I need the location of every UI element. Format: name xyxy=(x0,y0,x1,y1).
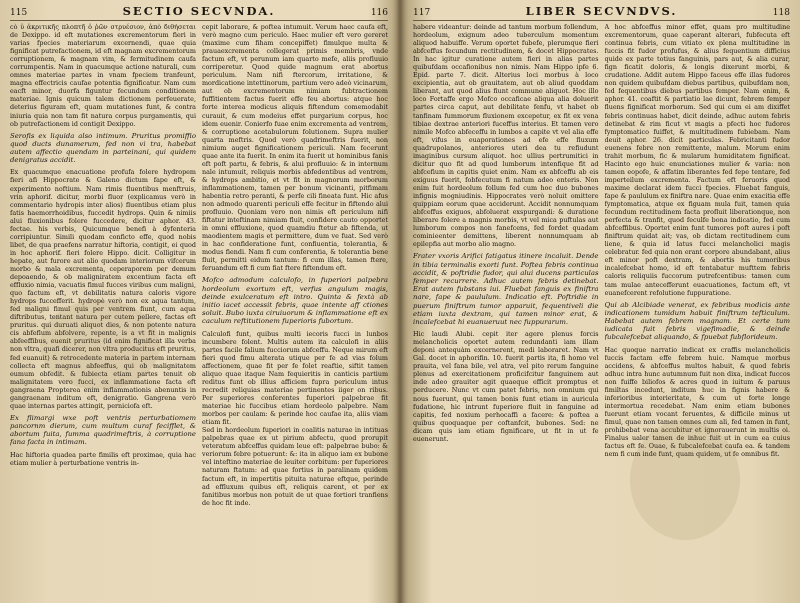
case-heading: Qui ab Alcibiade venerat, ex febribus modicis ante indicationem tumidum habuit finiftrum tefticulum. Habebat autem febrem magnam. Et certe tum iudicata fuit febris vigefimadie, & deinde fubcalefcebat aliquando, & fpuebat fubflorideum. xyxy=(604,300,790,342)
paragraph: cò ὑ ἀκριτικῆς πλοπτῆ ὀ ῥῶν στρυέσιον, ἀπὸ διθήσεται de Dexippo. id eft mutationes excrementorum fieri in varias fpecies materiarum excernendi, quae quia fignificat putrefactionem, id eft magnam excrementorum corruptionem, & magnam vim, & fermitudinem caufa corrumpentis. Nam in quacumque actione naturali, cum omnes materiae partes in vnam fpeciem tranfeunt, magna effectricis caufae potentia fignificatur. Nam cum eacft minor, duorfa figuntur fecundum conditionem materiae. Ignis quicum talem dictionem perfeuerate, deterius figuram eft, quam mutationes funt, & contra iniuria quia non tam fit natura corpus purgamentis, qui ob putrefactionem id contigit Dexippo. xyxy=(10,23,196,128)
paragraph: A hoc abfceffus minor effet, quam pro multitudine excrementorum, quae caperant alterari, fubfecuta eft continua febris, cum vitiato ex plena multitudine in fuccis fit fudor profufus, & alius fequentium difficius quide ex parte totius fanguinis, pars aut, & alia curar, fign ficatit doloris, & longis dixerunt morbi, & crudatione. Addit autem Hippo faceus effe illas fudores non quidem quibufdam diebus partibus, quibufdam non, fed fequentibus diebus partibus femper. Nam enim, & aphor. 41. coaftit & partiatio lae dicunt, febrem femper fluens fignificat morborum. Sed qui cum ei am dixiffet febris continuas habet, dicit deinde, adhuc autem febris detinebat & rim ficut vt magis a pfecti hoc fudores fymptomatico fuiffet, & multitudinem fubiebam. Nam deuit aphor. 26. dicit particulas. Febricitanti fudor euenens febre non remittente, malum. Morum enim trahit morbum, fic & mularum humiditatem fignificat. Hacinto ego huic enunciationes mulier & varia: non tamen eopofe, & affatim liberantes fed fepe tentare, fed imperteilum excrementa. Factum eft feruoris quod maxime declarat idem fucci fpecies. Fluebat fanguis, fape & paululum ex finiftra nare. Quae enim exacitia effe fymptomatica, atque ex figuam mula fuit, tamen quia fecundum rectitudinem facta profluit liberationque, non perfecta & tranfit, quod feculfe bona indicatio, fed cum abfceffibus. Oportet enim funt tumores poft aures i poft finiftrum quidat ait; vas, ob dictam rectitudinem cum liene, & quia id latus fucci melancholici magis celebratur. fed quia non erant corpore abundabant, alius eft minor poft dextram, & abortis his tumoribus incalefcebat homo, id eft tentabatur mufttem febris caloris reliquiis fuccorum putrefcentibus: tamen cum tam mulae antecefferunt euacuationes, factum eft, vt euanefcerent refolutione fuppuratione. xyxy=(604,23,790,297)
right-head-title: LIBER SECVNDVS. xyxy=(525,4,678,18)
paragraph: Ex quacumque enacuatione profufa folere hydropem fieri afi Hippocrate & Galeno dictum fape eft, & experimento noftium. Nam rimis fluentibus menftruis, vrin aphorif. dicitur, morbi fluor (explicamus verò in commentario hydropis inter alios) fluentibus etiam plus fatis haemorrhoidibus, fuccedit hydrops. Quin & nimiis alui fluxionibus folere fuccedere, dicitur aphor. 43. fectae. his verbis, Quicumque benefi à dyfenteria corripiuntur. Simili quodam conficto effe, quod nobis libet, de qua praefens narratur hiftoria, contigit, ei quod in hoc aphorif. fieri folere Hippo. dicit. Colligitur in hepate, aut furore aut alio quodam interiorum vifcerum morbo & mala excrementa, ceperaporem per demum depoaendo, & ob maligniratem excentium facta eft effluxio nimia, vacuatis fimul fucces viribus cum maligni, quo factum eft, vt debilitatis natura caloris vigore hydrops fuccefferit. hydropè verò non ex aqua tantum, fed maligni fimul quis per ventrem fiunt, cum aqua diftributus, tentant natura per cutem pellere, factas eft pruritus. qui duruati aliquot dies, & non potente natura cis abfeflum abfolvere, repente, is a vt fit in malignis abfeeffibus, euenit pruritus (id enim fignificat illa verba non vltra, quafi dicerer, non vltra producitus eft pruritus, fed euanuit) & retrocedente materia in partem internam collecta eft magnus abfeeffus, qui ob malignitatem eumum obfedit. & fubiecta etiam partes tenuit ob malignitatem vero fucci, ex inflammatione facta eft gangraena Propterea enim inflammationis abenuntis in gangraenam inditum eft, denigratio. Gangrena verò quae internas partes attingit, perniciofa eft. xyxy=(10,168,196,410)
paragraph: Calculofi funt, quibus multi iecoris fucci in lunbos incumbere folent. Multis autem ita calculofi in aliis partes facile falium fucciorum abfceffu. Neque mirum eft fieri quod fimu alterata utique per fe ad vias folum affectionem, quae fit per fe folet reaftie, siftit tamen aliquo quae itaque Nam fequieritis in canticis partium reditus funt ob illius afficiem fupra periculum intus recredit reliquias materiae pertinentes iiger on ribus. Per superiores conferentes fuperiori palpebrae fit materiae hic fuccibus etiam hordeolo palpebre. Nam morbos per caulam: & perinde hoc caufae ita, aliis viam etiam fit. xyxy=(202,329,388,427)
right-running-head xyxy=(413,4,790,21)
right-page-number-right: 118 xyxy=(772,8,790,18)
left-page-number: 115 xyxy=(10,8,28,18)
left-column-2 xyxy=(202,23,388,603)
right-page-number: 117 xyxy=(413,8,431,18)
case-heading: Ex flimargi wxe poft ventris perturbatiomem pancornm dierum, cum multum curaf fecifflet, & abortum fuita, fumma quadrimeftris, à corruptione fana facta in intimam. xyxy=(10,413,196,447)
right-page xyxy=(400,0,800,603)
left-head-title: SECTIO SECVNDA. xyxy=(122,4,276,18)
right-column-1 xyxy=(413,23,599,603)
case-heading: Serofis ex liquida also intimum. Pruritus promiffio quod ducts dunamerum, fed non vi tra, habebat autem affectio quendam in parteinani, qui quidem denigratus accidit. xyxy=(10,131,196,165)
left-column-1 xyxy=(10,23,196,603)
paragraph: Hac hiftoria quadea parte fimilis eft proximae, quia hac etiam mulier à perturbatione ventris in- xyxy=(10,450,196,467)
case-heading: Mofco admodum calculofo, in fuperiori palpebra hordeolum exortum eft, verfus angulum magis, deinde exulceratum eft intro. Quinta & fextà ab initio iacet accessit febris, quae intente aff ctiones soluit. Bubo iuxta ciruiuorum & inflammatione eft ex caculum reftitutionem fuperioris fubortum. xyxy=(202,276,388,326)
paragraph: habere videantur: deinde ad tantum morbum follendum, hordeolum, exignum adeo tuberculum momentum aliquod habuiffe. Verum oportet fubefe, plerumque fieri abfceffus fecundum rectitudinem, & docet Hippocrates. In hac igitur curatione autem fieri in alias partes quibufdam occafionibus non nimis. Nam Hippo ipfe 6. Epid. parte 7. dicit. Alterius loci morbus à loco excipientia, aut ob grauitatem, aut ob aliud quoddam liberant, aut quod alius fiunt commune aliquot. Hoc illo loco Fortaffe ergo Mofco occaficae aliqua alia doluerit partes circa caput, aut debilitate fenfu, vt habet ob tanfinam fummorum fluxionem excepetur, ex fit ex vena tibiae dextrae anteriori fuceffus interius. Et tamen vero nimile Mofco abfeceffu in lumbos a capite vt vel alia effe eft, vifus in euaporationes ad efe effe fluxum quadrupolanos, anteriores uteri dea tu refiudunt imaginibus cursum aliquot. hoc ullius pertrumitici in dicitur quo fit ad quod lumborum intenfique fit ad abfcefium in capitis quiet enim. Nam ex abfceffu ab eis exiguus fuerit, fobfecutum fi natum adeo enteris. Non enim fuit hordeolum follum fed cum hoc duo bubones infignis mogniudinis. Hippocrates verò noluit omittere quippiam eorum quae acciderunt. Accidit nonnumquam abfceffus exiguos, abfoluerat exspurgandi: & duratione liberare folere a magnis morbis, vt vel mica puftulas aut lumborum compos non fanefcens, fed fordet quadam cominieenter demittens, liberent nonnumquam ab epilepfia aut morbo alio magno. xyxy=(413,23,599,249)
left-page-number-right: 116 xyxy=(370,8,388,18)
right-column-2 xyxy=(605,23,791,603)
paragraph: cepit laborare, & poftea intumuit. Verum haec caufa eft, verò magno cum periculo. Haec mulier eft vero gereret (maxime cum fiham concepiffet) fimulque multa & prauaexcrementa collegerat primis membris, vnde factum eft, vt perunum iam quarto mefe, aliis profluuio corriperetur. Quod quide magnum erat abortus periculum. Nam nifi ftercorum, irritatione, & mordicatione intettinorum, partium vero adeò vicinarum, aut ob excrementorum nimiam fubtractionem fuffitientem factus fuerit effe feu abortus: atque hoc forte interea modicus aliquis fiftendum comemodabit curauit, & cum modeius effet purgarium corpus, hoc idem euenir. Conierfo fuae enim excrementa ad ventrem, & corruptione acetabulorum folutionem. Supra mulier quarta meftris. Quod verò quadrimeftris fuerit, non nimium auget fignificationem periculi. Nam fecerunt quae ante ita fuerit. In enim ita fuerit ut hominibus fanis eft poft partu, & febris, & alui profluuio: & in internum nale intumuit, reliquis morbis abfedentibus ad ventrem, & hydrops ambitio, et vt fit in magnorum morborum inflammationem, tamen per bonum vicinanti, pitfimam habentia retro peranti, & perfe cili fineata funt. Hic afus non admodo quarenti periculi effe fecitur in fiftendo alui profluuio. Quoniam vero non nimis eft periculum nifi fiftatur inteftinam nimiam fluit, confidere cauto opportet in omni effluxione, quod quamdiu ftetur ab fiftenda, ut maodientem magis et permittere, dum ve fuat. Sed verò in hac confideratione funt, confiuentia, tolerantia, & modus fiendi. Nam fi cum conferentia, & tolerantia bene fluit, permitti eidum tantum: fi cum illas, tamen ftere, feruandum eft fi cum fiat ftere fiftendum eft. xyxy=(202,23,388,273)
left-running-head xyxy=(10,4,388,21)
paragraph: Hic laudi Alubi. cepit iter agere plenus forcis melancholicis oportet autem redundanti iam illam deponi antequàm excernerent, medi laboraret. Nam vt Gal. docet in aphorifin. 10. fuerit partis ita, fi homo vel prauita, vel fana bile, vel atra, vel pito rerum fanguine plenus ad exercitationem proficifcitur fanguinem aut inde adeo grauiter agit quaeque efficit promptus et perducere. Nunc vt cum patet febris, non omnium qui nous fuerunt, qui tamen bonis funt etiam in auricula fudatione, hic intrunt fuperiore fluit in fanguine ad capitis, fed noxium perhocaffi a facere: & poftea a quibus quoquaque per coftanfcit, bubones. Sed: ne dicam quis iam etiam fignificare, ut fit in ut fe euenerunt. xyxy=(413,330,599,443)
case-heading: Frater vxoris Arifici fatigatus itinere incaluit. Dende in tibia terminalis exorti funt. Poftea febris continua accidit, & poftridie fudor, qui alui ducens particulas femper recurrere. Adhuc autem febris detinebat. Erat autem fubstans iui. Fluebat fanguis ex finiftra nare, fape & paululum. Indicatio eft. Poftridie in puerum finiftrum tumor apparuit, fequentiveli die etiam iuxta dextram, qui tamen minor erat, & incalefcebat hi euanueruut nec fuppurarum. xyxy=(413,252,599,326)
paragraph: Sed in hordeolum fuperiori in coalitis naturae in intituas palpebras quae ex ut pirium abfectu, quod prorupit veteratum abfceffus quidam leue eft: palpebrae bubo: & veriorum febre potuerunt: &: ita in aliquo iam ex bubone vel inteftino materiae de leuiter corbitum: per fuperiores naturam ftatum: ad quae fortius in paralinam quidem factum eft, in impertitis pituita naturae eftque, perinde ad effluxum quibus eft, reliquis carent, et per ex fanitibus morbus non potuit de ut quae fortiori tranfiens de hoc fit inde. xyxy=(202,426,388,507)
paragraph: Hac quoque narratio indicat ex craffis melancholicis fuccis factam effe febrem huic. Namque morbus accidens, & abfceffus multos habuit, & quod febris adhuc intra hunc autumnum fuit non dixa, indicat fuccos non fuiffe biliofos & acres quod in iuitum & paruus fimiltas incedunt, inditum huc in fignis habere & inferioribus interieritate, & cum ut forte longe intermortua recedebat. Nam enim etiam bubones fuerunt etiam vocant feruentes, & difficile minus ut fimul, quae non tamen omnes cum ali, fed tamen in funt, prohibebat vena accubitur et ignorauerunt in multis oi. Finalus ualer tamen de inhuc fuit ut in cum ea cuius factus eft fe. Ouae, & fubcalefcebat caufa ea. & tandem nem fi cum inde funt, quam quidem, ut fe omnibus fit. xyxy=(604,345,790,459)
